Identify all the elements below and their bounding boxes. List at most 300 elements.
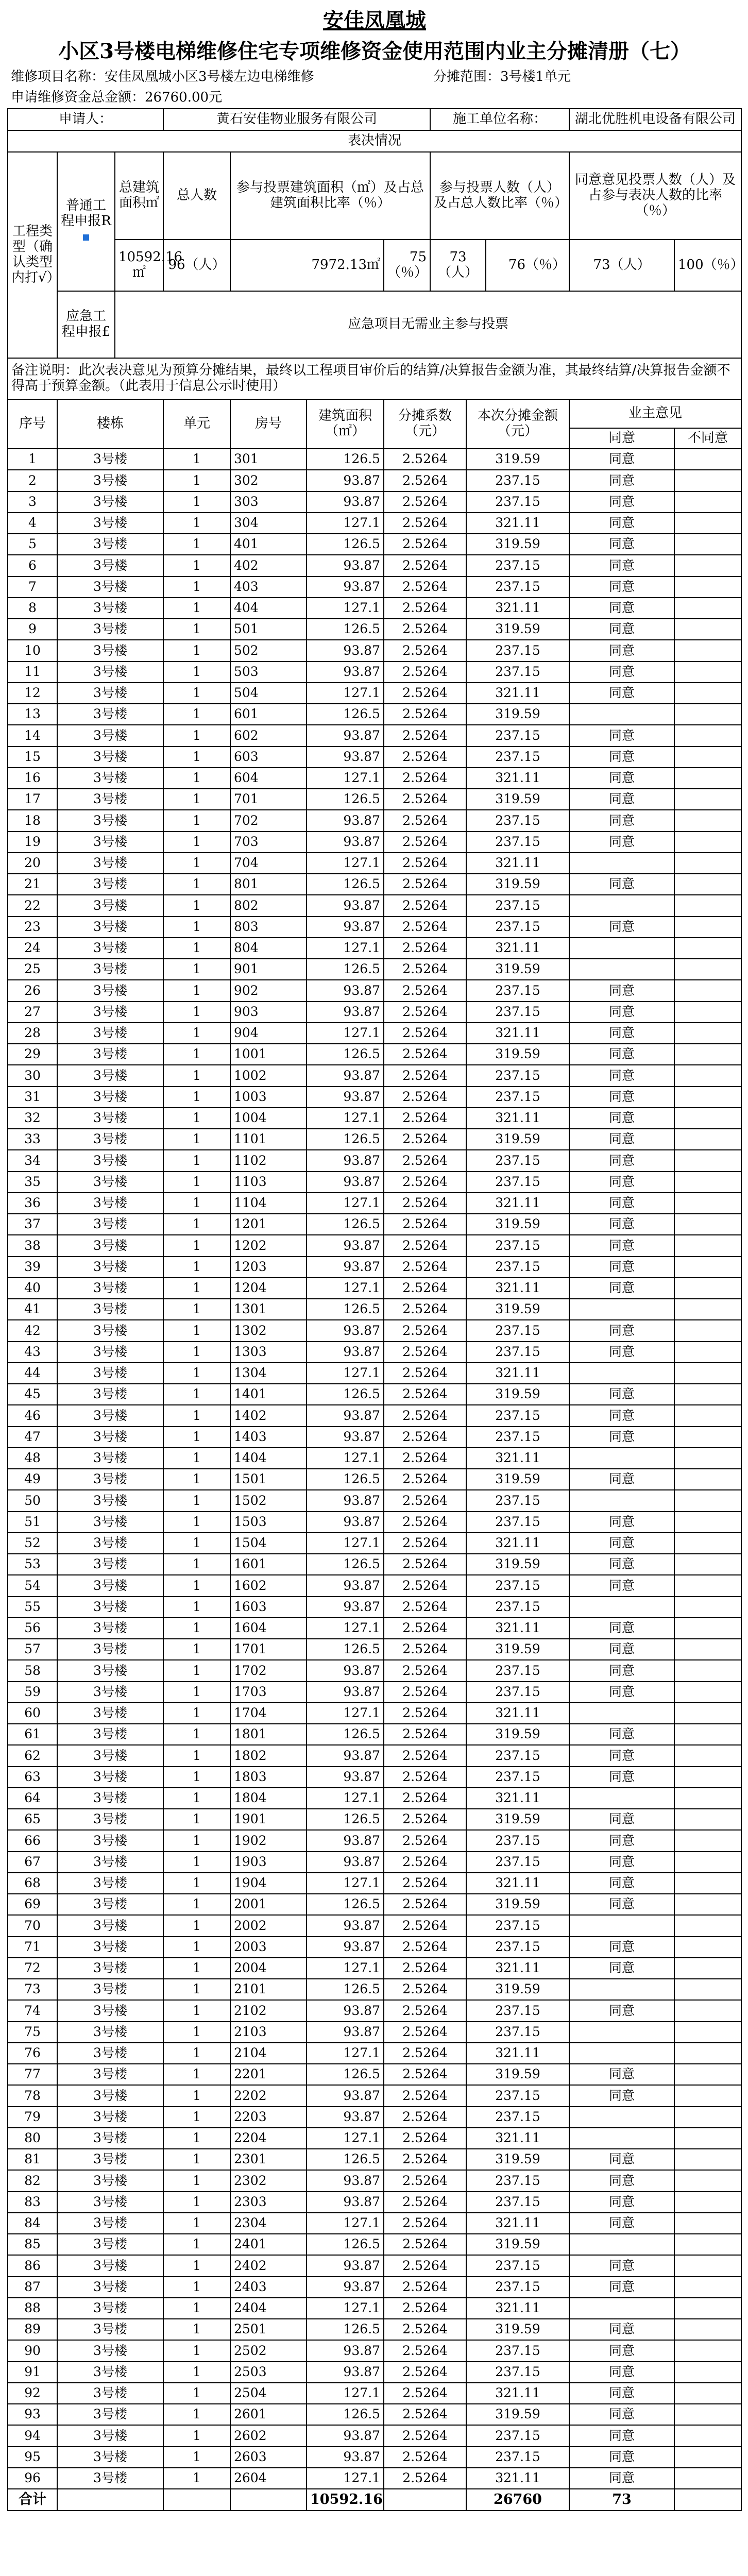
cell-disagree [674, 1639, 741, 1660]
cell-area: 93.87 [307, 1830, 384, 1851]
table-row [8, 874, 741, 895]
cell-building: 3号楼 [57, 1384, 163, 1405]
cell-disagree [674, 2064, 741, 2085]
cell-agree: 同意 [569, 513, 674, 534]
cell-disagree [674, 1788, 741, 1809]
cell-room: 1301 [230, 1299, 307, 1320]
cell-amount: 321.11 [466, 1873, 569, 1894]
owner-rows [8, 449, 741, 2489]
cell-disagree [674, 555, 741, 576]
cell-agree [569, 959, 674, 980]
cell-factor: 2.5264 [384, 1618, 466, 1639]
table-row [8, 917, 741, 938]
table-row [8, 1108, 741, 1129]
cell-agree: 同意 [569, 470, 674, 491]
cell-disagree [674, 1575, 741, 1596]
cell-unit: 1 [163, 1299, 230, 1320]
cell-factor: 2.5264 [384, 1150, 466, 1171]
cell-amount: 321.11 [466, 598, 569, 619]
cell-no: 78 [8, 2085, 57, 2106]
cell-agree: 同意 [569, 747, 674, 768]
vote-section-title: 表决情况 [8, 130, 741, 152]
cell-factor: 2.5264 [384, 917, 466, 938]
cell-agree: 同意 [569, 1405, 674, 1426]
cell-factor: 2.5264 [384, 1490, 466, 1511]
cell-amount: 319.59 [466, 1214, 569, 1235]
cell-agree: 同意 [569, 2404, 674, 2425]
cell-room: 1903 [230, 1852, 307, 1873]
cell-unit: 1 [163, 2149, 230, 2170]
cell-no: 29 [8, 1044, 57, 1065]
cell-amount: 237.15 [466, 1172, 569, 1193]
cell-unit: 1 [163, 959, 230, 980]
cell-agree [569, 1703, 674, 1724]
table-row [8, 1129, 741, 1150]
cell-room: 1702 [230, 1660, 307, 1681]
cell-area: 127.1 [307, 938, 384, 959]
cell-building: 3号楼 [57, 2234, 163, 2255]
cell-room: 2503 [230, 2362, 307, 2383]
cell-unit: 1 [163, 1937, 230, 1958]
table-row [8, 1788, 741, 1809]
cell-factor: 2.5264 [384, 1235, 466, 1256]
cell-unit: 1 [163, 2425, 230, 2446]
cell-room: 1001 [230, 1044, 307, 1065]
cell-amount: 237.15 [466, 1512, 569, 1533]
cell-no: 11 [8, 662, 57, 683]
cell-factor: 2.5264 [384, 2298, 466, 2319]
cell-disagree [674, 1852, 741, 1873]
cell-no: 64 [8, 1788, 57, 1809]
cell-building: 3号楼 [57, 1724, 163, 1745]
contractor-value: 湖北优胜机电设备有限公司 [569, 109, 741, 130]
cell-room: 1401 [230, 1384, 307, 1405]
cell-unit: 1 [163, 1873, 230, 1894]
cell-building: 3号楼 [57, 1427, 163, 1448]
cell-building: 3号楼 [57, 1597, 163, 1618]
table-row [8, 1745, 741, 1766]
cell-no: 57 [8, 1639, 57, 1660]
cell-room: 1203 [230, 1257, 307, 1278]
cell-agree: 同意 [569, 577, 674, 598]
cell-disagree [674, 1363, 741, 1384]
cell-no: 22 [8, 895, 57, 916]
cell-unit: 1 [163, 683, 230, 704]
cell-unit: 1 [163, 1257, 230, 1278]
cell-disagree [674, 2468, 741, 2489]
table-row [8, 2383, 741, 2404]
cell-unit: 1 [163, 534, 230, 555]
cell-disagree [674, 1002, 741, 1023]
cell-agree: 同意 [569, 2468, 674, 2489]
cell-factor: 2.5264 [384, 513, 466, 534]
table-row [8, 938, 741, 959]
cell-unit: 1 [163, 1065, 230, 1086]
cell-factor: 2.5264 [384, 1915, 466, 1936]
cell-room: 1704 [230, 1703, 307, 1724]
cell-agree: 同意 [569, 874, 674, 895]
cell-unit: 1 [163, 2255, 230, 2276]
cell-room: 1103 [230, 1172, 307, 1193]
emergency-project-option: 应急工程申报£ [57, 291, 115, 358]
cell-building: 3号楼 [57, 2277, 163, 2298]
cell-no: 4 [8, 513, 57, 534]
cell-amount: 237.15 [466, 1915, 569, 1936]
cell-room: 904 [230, 1023, 307, 1044]
table-row [8, 513, 741, 534]
cell-factor: 2.5264 [384, 1172, 466, 1193]
cell-amount: 237.15 [466, 1235, 569, 1256]
cell-unit: 1 [163, 832, 230, 853]
cell-agree: 同意 [569, 2213, 674, 2234]
cell-room: 1104 [230, 1193, 307, 1214]
cell-factor: 2.5264 [384, 1512, 466, 1533]
cell-building: 3号楼 [57, 1405, 163, 1426]
cell-building: 3号楼 [57, 1193, 163, 1214]
cell-area: 93.87 [307, 640, 384, 661]
cell-amount: 319.59 [466, 1384, 569, 1405]
cell-agree [569, 2298, 674, 2319]
cell-agree: 同意 [569, 1257, 674, 1278]
cell-area: 127.1 [307, 2213, 384, 2234]
cell-unit: 1 [163, 853, 230, 874]
cell-room: 802 [230, 895, 307, 916]
cell-disagree [674, 1660, 741, 1681]
table-row [8, 2319, 741, 2340]
cell-building: 3号楼 [57, 1767, 163, 1788]
cell-agree: 同意 [569, 1937, 674, 1958]
table-row [8, 2192, 741, 2213]
cell-factor: 2.5264 [384, 725, 466, 746]
cell-factor: 2.5264 [384, 2170, 466, 2191]
cell-amount: 319.59 [466, 2149, 569, 2170]
cell-no: 2 [8, 470, 57, 491]
cell-amount: 319.59 [466, 1469, 569, 1490]
cell-disagree [674, 1512, 741, 1533]
cell-area: 126.5 [307, 959, 384, 980]
table-row [8, 2277, 741, 2298]
cell-disagree [674, 1278, 741, 1299]
cell-amount: 319.59 [466, 2319, 569, 2340]
cell-factor: 2.5264 [384, 2277, 466, 2298]
cell-building: 3号楼 [57, 1363, 163, 1384]
cell-disagree [674, 1235, 741, 1256]
cell-room: 1603 [230, 1597, 307, 1618]
cell-factor: 2.5264 [384, 1129, 466, 1150]
cell-no: 26 [8, 980, 57, 1001]
table-row [8, 1958, 741, 1979]
cell-factor: 2.5264 [384, 1745, 466, 1766]
cell-factor: 2.5264 [384, 853, 466, 874]
cell-building: 3号楼 [57, 2128, 163, 2149]
header-agree: 同意意见投票人数（人）及占参与表决人数的比率（％） [569, 152, 741, 240]
cell-factor: 2.5264 [384, 1044, 466, 1065]
cell-no: 9 [8, 619, 57, 640]
cell-room: 402 [230, 555, 307, 576]
cell-room: 404 [230, 598, 307, 619]
cell-no: 94 [8, 2425, 57, 2446]
cell-no: 62 [8, 1745, 57, 1766]
cell-unit: 1 [163, 2277, 230, 2298]
cell-agree: 同意 [569, 1533, 674, 1554]
cell-area: 93.87 [307, 1065, 384, 1086]
cell-room: 302 [230, 470, 307, 491]
cell-building: 3号楼 [57, 640, 163, 661]
cell-unit: 1 [163, 1320, 230, 1341]
cell-unit: 1 [163, 2234, 230, 2255]
cell-building: 3号楼 [57, 1023, 163, 1044]
cell-factor: 2.5264 [384, 1320, 466, 1341]
cell-unit: 1 [163, 2447, 230, 2468]
table-row [8, 1427, 741, 1448]
cell-amount: 321.11 [466, 1448, 569, 1469]
cell-building: 3号楼 [57, 768, 163, 789]
cell-no: 80 [8, 2128, 57, 2149]
cell-factor: 2.5264 [384, 1830, 466, 1851]
allocation-scope: 分摊范围：3号楼1单元 [433, 69, 571, 85]
col-opinion: 业主意见 [569, 399, 741, 428]
cell-unit: 1 [163, 640, 230, 661]
cell-no: 25 [8, 959, 57, 980]
cell-amount: 321.11 [466, 2468, 569, 2489]
cell-factor: 2.5264 [384, 768, 466, 789]
cell-area: 93.87 [307, 2447, 384, 2468]
cell-disagree [674, 704, 741, 725]
cell-factor: 2.5264 [384, 662, 466, 683]
cell-room: 2003 [230, 1937, 307, 1958]
cell-building: 3号楼 [57, 534, 163, 555]
cell-room: 2202 [230, 2085, 307, 2106]
cell-unit: 1 [163, 1745, 230, 1766]
cell-disagree [674, 1979, 741, 2000]
cell-no: 33 [8, 1129, 57, 1150]
cell-factor: 2.5264 [384, 2064, 466, 2085]
cell-area: 126.5 [307, 1214, 384, 1235]
cell-disagree [674, 1087, 741, 1108]
cell-unit: 1 [163, 725, 230, 746]
cell-no: 60 [8, 1703, 57, 1724]
cell-amount: 237.15 [466, 640, 569, 661]
table-row [8, 2362, 741, 2383]
cell-building: 3号楼 [57, 2404, 163, 2425]
table-row [8, 1087, 741, 1108]
table-row [8, 1002, 741, 1023]
cell-no: 67 [8, 1852, 57, 1873]
cell-area: 93.87 [307, 2255, 384, 2276]
cell-factor: 2.5264 [384, 2234, 466, 2255]
cell-amount: 321.11 [466, 1533, 569, 1554]
cell-building: 3号楼 [57, 1788, 163, 1809]
cell-disagree [674, 1597, 741, 1618]
cell-unit: 1 [163, 1023, 230, 1044]
cell-area: 126.5 [307, 1979, 384, 2000]
cell-unit: 1 [163, 1512, 230, 1533]
cell-amount: 321.11 [466, 768, 569, 789]
cell-amount: 321.11 [466, 2043, 569, 2064]
col-disagree: 不同意 [674, 428, 741, 449]
cell-room: 1902 [230, 1830, 307, 1851]
cell-agree [569, 1979, 674, 2000]
cell-building: 3号楼 [57, 1682, 163, 1703]
cell-factor: 2.5264 [384, 1958, 466, 1979]
cell-agree [569, 853, 674, 874]
cell-unit: 1 [163, 704, 230, 725]
cell-agree: 同意 [569, 1384, 674, 1405]
table-row [8, 1830, 741, 1851]
cell-no: 15 [8, 747, 57, 768]
cell-unit: 1 [163, 2064, 230, 2085]
cell-amount: 237.15 [466, 1257, 569, 1278]
cell-factor: 2.5264 [384, 1894, 466, 1915]
cell-disagree [674, 1427, 741, 1448]
cell-room: 703 [230, 832, 307, 853]
table-row [8, 598, 741, 619]
cell-disagree [674, 662, 741, 683]
cell-area: 127.1 [307, 2383, 384, 2404]
cell-room: 1004 [230, 1108, 307, 1129]
cell-disagree [674, 1915, 741, 1936]
cell-amount: 319.59 [466, 534, 569, 555]
cell-room: 1501 [230, 1469, 307, 1490]
cell-agree: 同意 [569, 1809, 674, 1830]
cell-amount: 319.59 [466, 874, 569, 895]
cell-room: 702 [230, 810, 307, 831]
cell-amount: 237.15 [466, 1767, 569, 1788]
cell-no: 1 [8, 449, 57, 470]
table-row [8, 1937, 741, 1958]
cell-building: 3号楼 [57, 1852, 163, 1873]
table-row [8, 704, 741, 725]
cell-building: 3号楼 [57, 1257, 163, 1278]
cell-no: 74 [8, 2000, 57, 2021]
cell-no: 87 [8, 2277, 57, 2298]
table-row [8, 2298, 741, 2319]
cell-disagree [674, 640, 741, 661]
cell-area: 93.87 [307, 1852, 384, 1873]
cell-amount: 321.11 [466, 513, 569, 534]
cell-room: 1502 [230, 1490, 307, 1511]
cell-factor: 2.5264 [384, 1682, 466, 1703]
cell-area: 127.1 [307, 683, 384, 704]
cell-area: 126.5 [307, 2064, 384, 2085]
cell-room: 701 [230, 789, 307, 810]
table-row [8, 959, 741, 980]
cell-area: 93.87 [307, 832, 384, 853]
cell-building: 3号楼 [57, 853, 163, 874]
cell-area: 127.1 [307, 1958, 384, 1979]
cell-amount: 237.15 [466, 2000, 569, 2021]
cell-unit: 1 [163, 1150, 230, 1171]
cell-area: 126.5 [307, 1724, 384, 1745]
cell-factor: 2.5264 [384, 704, 466, 725]
cell-no: 5 [8, 534, 57, 555]
cell-room: 2402 [230, 2255, 307, 2276]
cell-disagree [674, 2043, 741, 2064]
cell-disagree [674, 1533, 741, 1554]
cell-unit: 1 [163, 1724, 230, 1745]
cell-area: 126.5 [307, 874, 384, 895]
cell-area: 93.87 [307, 2085, 384, 2106]
cell-no: 55 [8, 1597, 57, 1618]
cell-no: 61 [8, 1724, 57, 1745]
cell-room: 1304 [230, 1363, 307, 1384]
cell-area: 93.87 [307, 980, 384, 1001]
cell-building: 3号楼 [57, 1087, 163, 1108]
cell-area: 127.1 [307, 2043, 384, 2064]
cell-unit: 1 [163, 1958, 230, 1979]
cell-disagree [674, 2404, 741, 2425]
cell-room: 1404 [230, 1448, 307, 1469]
cell-no: 36 [8, 1193, 57, 1214]
cell-no: 46 [8, 1405, 57, 1426]
cell-room: 1204 [230, 1278, 307, 1299]
cell-area: 93.87 [307, 1575, 384, 1596]
cell-no: 30 [8, 1065, 57, 1086]
cell-agree [569, 895, 674, 916]
cell-agree: 同意 [569, 1172, 674, 1193]
cell-area: 127.1 [307, 1788, 384, 1809]
cell-disagree [674, 832, 741, 853]
cell-unit: 1 [163, 2362, 230, 2383]
cell-area: 93.87 [307, 1660, 384, 1681]
cell-room: 901 [230, 959, 307, 980]
cell-amount: 237.15 [466, 810, 569, 831]
col-building: 楼栋 [57, 399, 163, 449]
cell-disagree [674, 2128, 741, 2149]
cell-disagree [674, 2213, 741, 2234]
cell-factor: 2.5264 [384, 1427, 466, 1448]
cell-agree: 同意 [569, 683, 674, 704]
table-row [8, 1299, 741, 1320]
cell-amount: 237.15 [466, 1660, 569, 1681]
cell-agree: 同意 [569, 2340, 674, 2361]
cell-building: 3号楼 [57, 917, 163, 938]
cell-agree [569, 1490, 674, 1511]
table-row [8, 2170, 741, 2191]
cell-disagree [674, 1172, 741, 1193]
cell-disagree [674, 2319, 741, 2340]
cell-factor: 2.5264 [384, 1278, 466, 1299]
cell-agree: 同意 [569, 1639, 674, 1660]
cell-factor: 2.5264 [384, 1087, 466, 1108]
cell-amount: 319.59 [466, 704, 569, 725]
cell-disagree [674, 2022, 741, 2043]
cell-building: 3号楼 [57, 2170, 163, 2191]
cell-building: 3号楼 [57, 619, 163, 640]
value-vote-people-pct: 76（％） [486, 240, 569, 291]
cell-factor: 2.5264 [384, 534, 466, 555]
cell-area: 93.87 [307, 2170, 384, 2191]
cell-unit: 1 [163, 1575, 230, 1596]
cell-disagree [674, 2277, 741, 2298]
total-agree: 73 [569, 2489, 674, 2511]
table-row [8, 1894, 741, 1915]
cell-room: 501 [230, 619, 307, 640]
cell-no: 76 [8, 2043, 57, 2064]
cell-disagree [674, 1490, 741, 1511]
cell-no: 91 [8, 2362, 57, 2383]
cell-no: 81 [8, 2149, 57, 2170]
cell-disagree [674, 2234, 741, 2255]
cell-factor: 2.5264 [384, 959, 466, 980]
value-agree-pct: 100（％） [674, 240, 741, 291]
cell-unit: 1 [163, 619, 230, 640]
table-row [8, 1023, 741, 1044]
cell-room: 502 [230, 640, 307, 661]
cell-unit: 1 [163, 2404, 230, 2425]
cell-area: 127.1 [307, 1618, 384, 1639]
cell-building: 3号楼 [57, 1533, 163, 1554]
